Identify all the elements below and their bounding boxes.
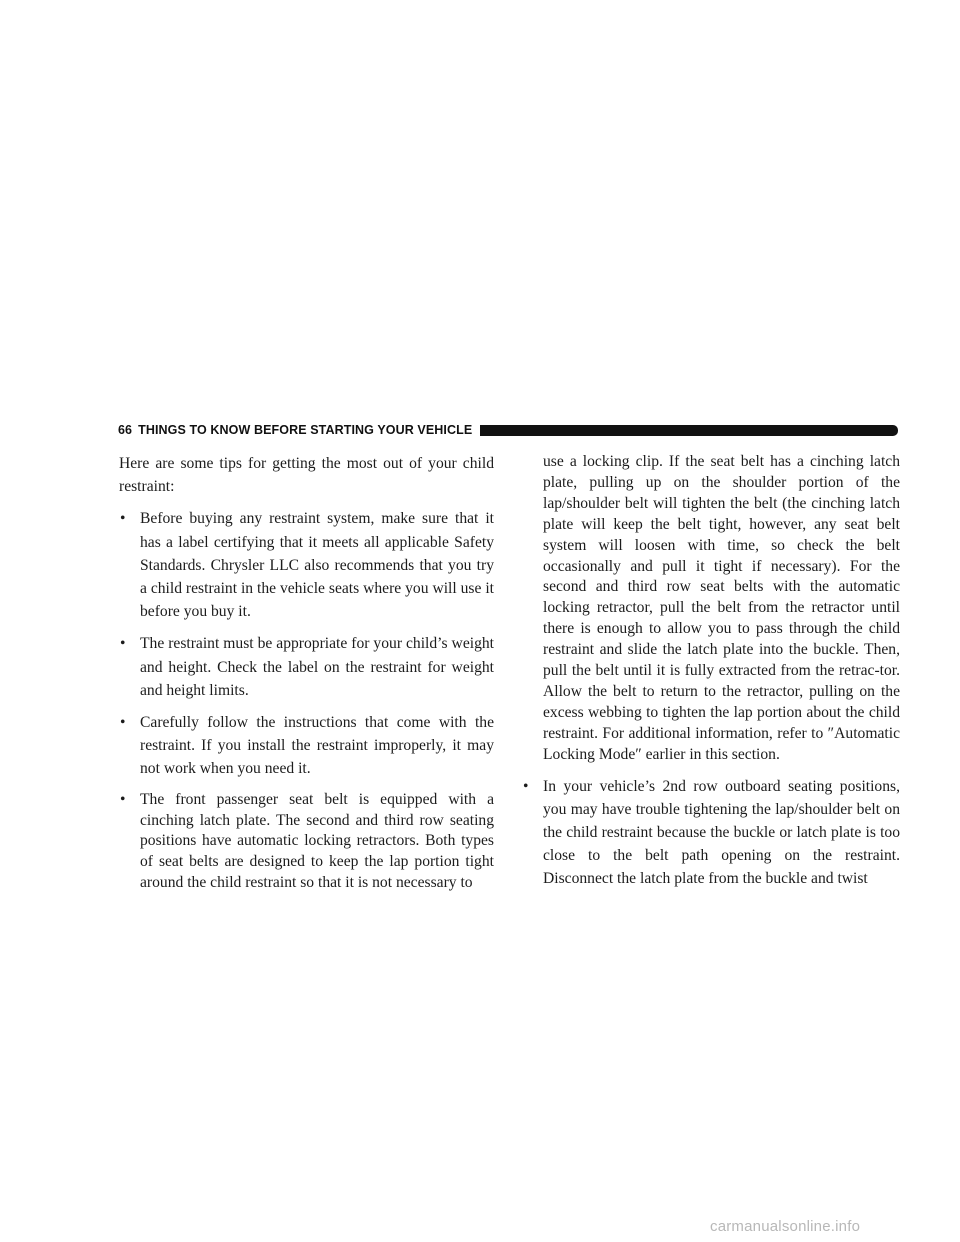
list-item bbox=[119, 790, 494, 895]
list-item-text: The front passenger seat belt is equipped with a cinching latch plate. The second and third row seating positions have automatic locking retractors. Both types of seat belts are designed to keep the lap portion tight around the child restraint so that it is not necessary to bbox=[140, 790, 494, 892]
bullet-icon: • bbox=[120, 714, 126, 732]
list-item bbox=[119, 632, 494, 702]
list-item-text: In your vehicle’s 2nd row outboard seating positions, you may have trouble tightening the lap/shoulder belt on the child restraint because the buckle or latch plate is too close to the belt path opening on the restraint. Disconnect the latch plate from the buckle and twist bbox=[543, 777, 900, 888]
bullet-icon: • bbox=[120, 790, 126, 808]
header-text bbox=[118, 423, 472, 437]
bullet-icon: • bbox=[523, 777, 529, 795]
section-title: THINGS TO KNOW BEFORE STARTING YOUR VEHICLE bbox=[138, 423, 473, 437]
bullet-icon: • bbox=[120, 635, 126, 653]
left-bullet-list bbox=[119, 507, 494, 894]
right-bullet-list bbox=[522, 775, 900, 891]
list-item bbox=[119, 507, 494, 623]
bullet-icon: • bbox=[120, 510, 126, 528]
right-column bbox=[522, 452, 900, 900]
continued-paragraph: use a locking clip. If the seat belt has a cinching latch plate, pulling up on the shoulder portion of the lap/shoulder belt will tighten the belt (the cinching latch plate will keep the belt tight, however, any seat belt system will loosen with time, so check the belt occasionally and pull it tight if necessary). For the second and third row seat belts with the automatic locking retractor, pull the belt from the retractor until there is enough to allow you to pass through the child restraint and slide the latch plate into the buckle. Then, pull the belt until it is fully extracted from the retrac-tor. Allow the belt to return to the retractor, pulling on the excess webbing to tighten the lap portion about the child restraint. For additional information, refer to ″Automatic Locking Mode″ earlier in this section. bbox=[543, 453, 900, 763]
page-header bbox=[118, 420, 898, 440]
intro-paragraph: Here are some tips for getting the most out of your child restraint: bbox=[119, 455, 494, 496]
list-item-text: Carefully follow the instructions that come with the restraint. If you install the restraint improperly, it may not work when you need it. bbox=[140, 714, 494, 778]
list-item-text: Before buying any restraint system, make sure that it has a label certifying that it meets all applicable Safety Standards. Chrysler LLC also recommends that you try a child restraint in the vehicle seats where you will use it before you buy it. bbox=[140, 510, 494, 621]
page-number: 66 bbox=[118, 423, 133, 437]
list-item bbox=[522, 775, 900, 891]
left-column bbox=[119, 452, 494, 903]
header-rule bbox=[480, 425, 898, 436]
list-item-text: The restraint must be appropriate for your child’s weight and height. Check the label on the restraint for weight and height limits. bbox=[140, 635, 494, 699]
watermark: carmanualsonline.info bbox=[710, 1218, 861, 1235]
list-item bbox=[119, 711, 494, 781]
